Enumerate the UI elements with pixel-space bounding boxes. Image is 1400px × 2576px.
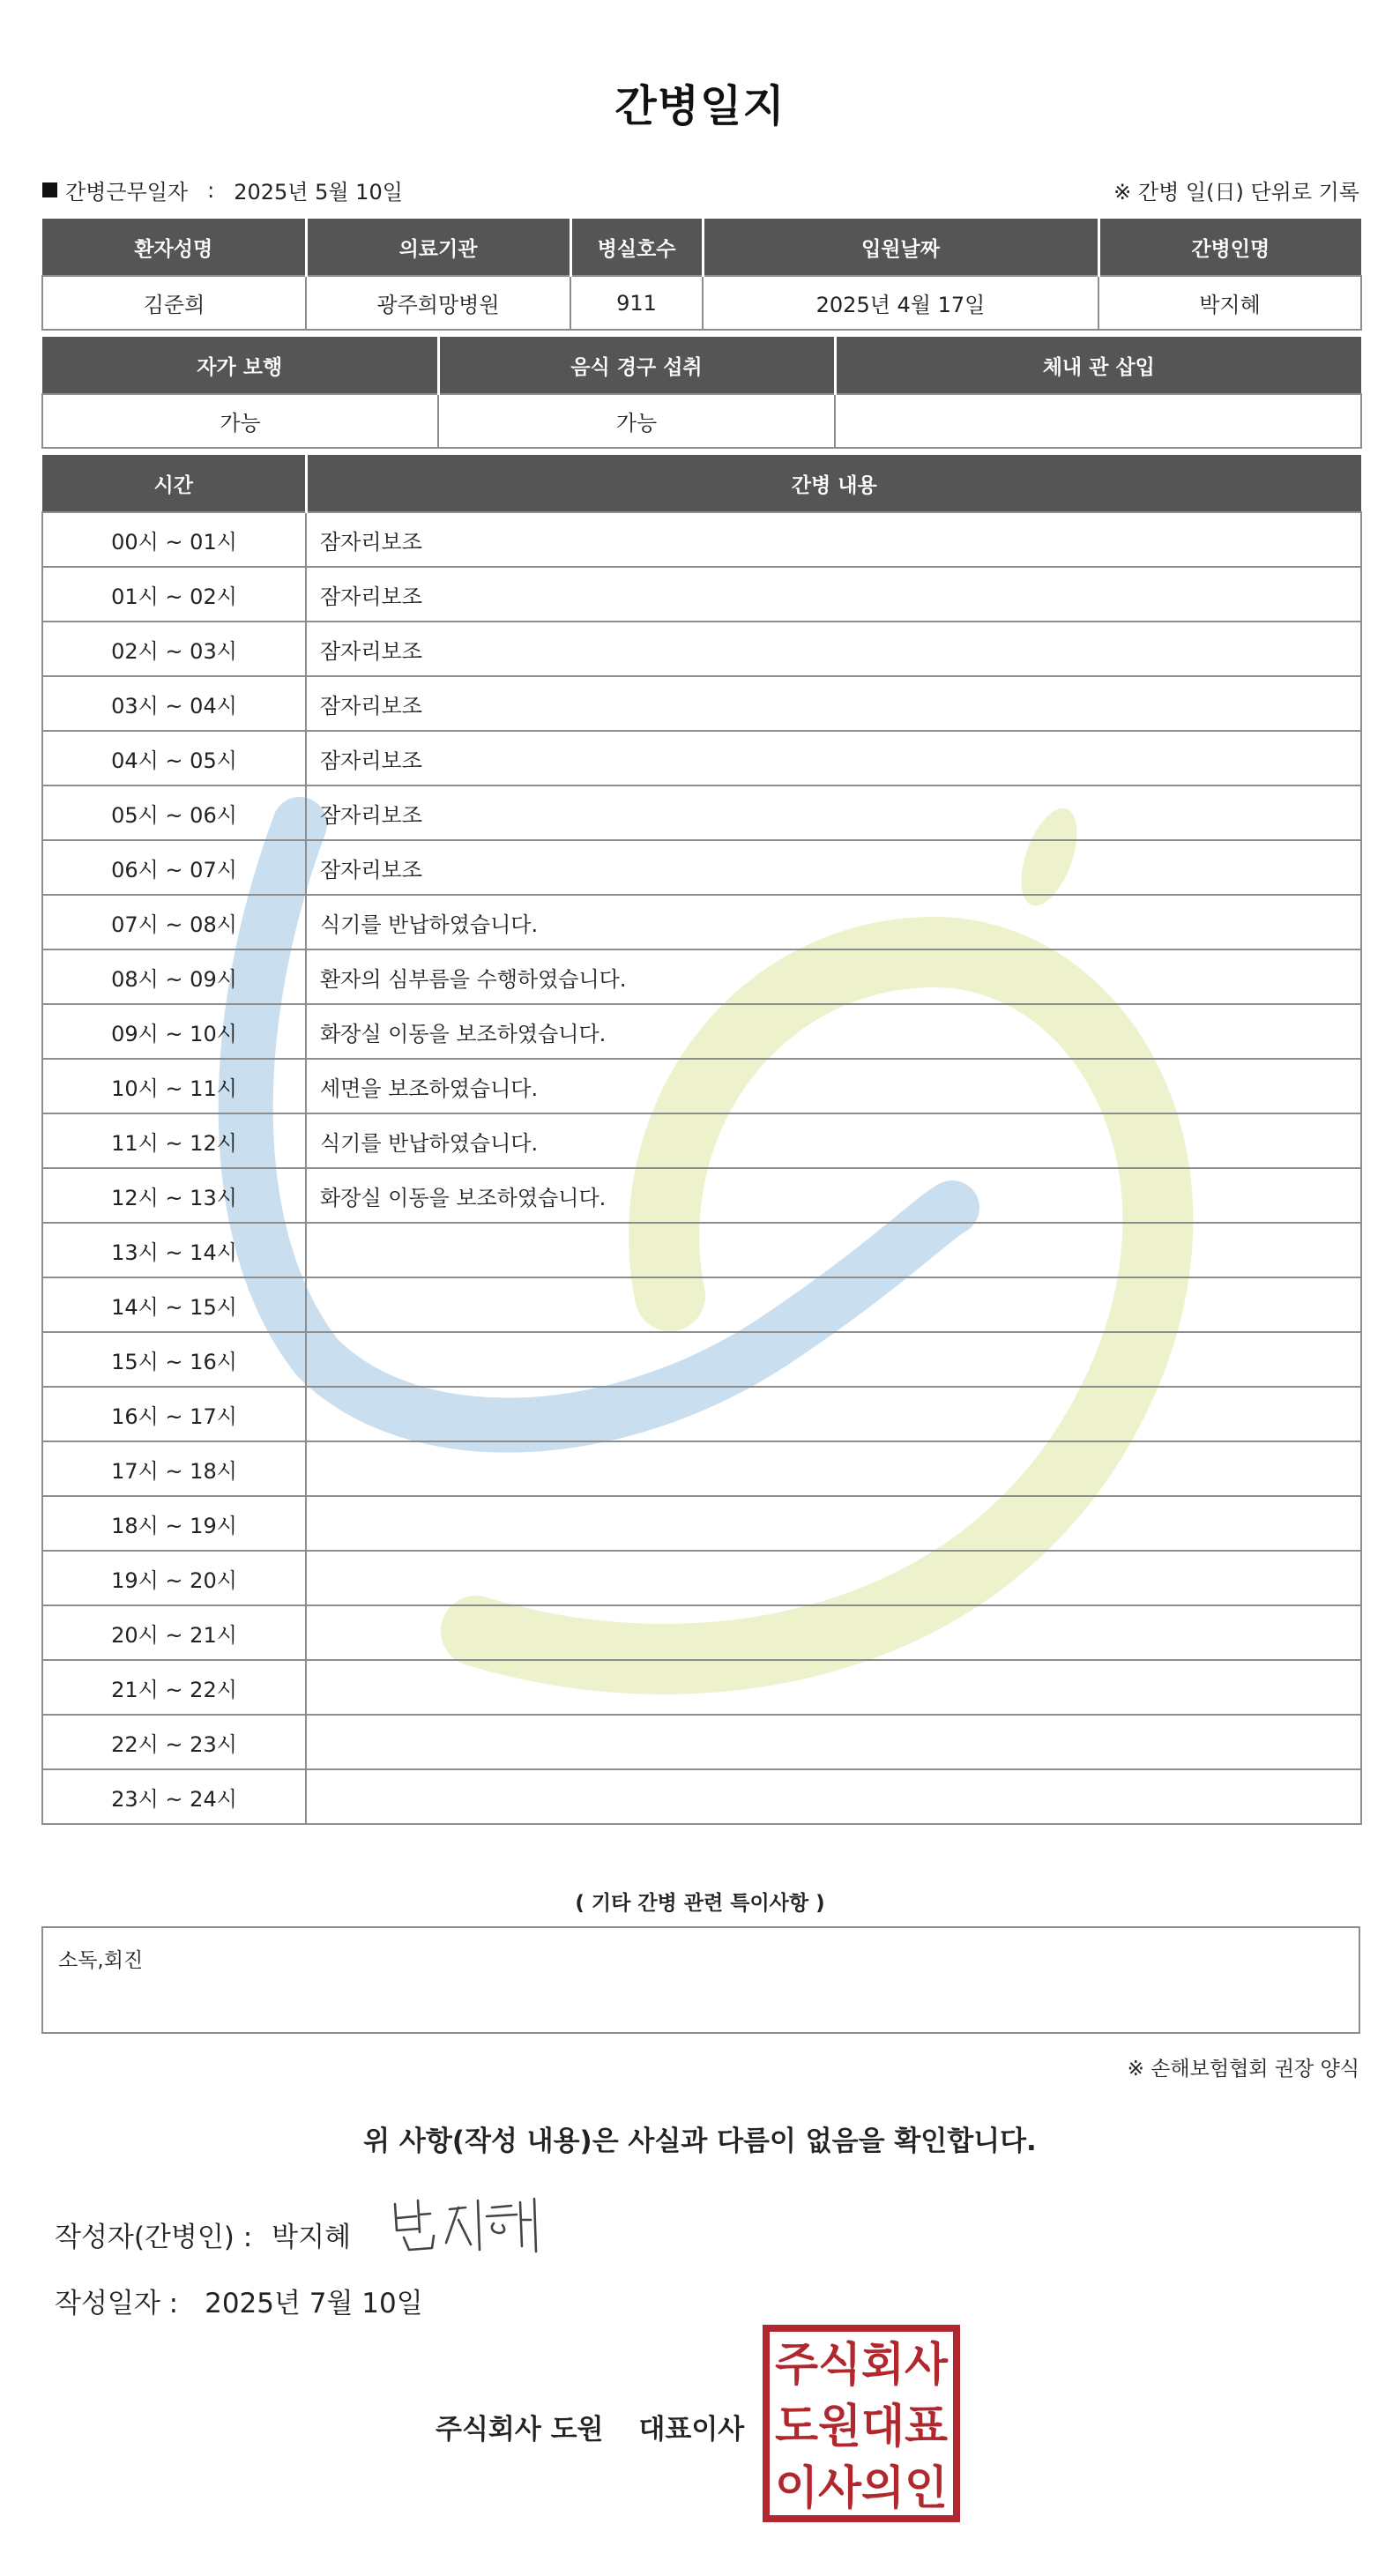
table-row — [42, 1277, 1361, 1332]
time-slot: 08시 ~ 09시 — [42, 949, 306, 1004]
care-content: 식기를 반납하였습니다. — [306, 1113, 1361, 1168]
special-notes-title: ( 기타 간병 관련 특이사항 ) — [575, 1892, 825, 1915]
time-slot: 03시 ~ 04시 — [42, 676, 306, 731]
tube-status — [835, 394, 1361, 448]
ceo-title: 대표이사 — [638, 2414, 745, 2446]
work-date-colon: : — [207, 177, 215, 203]
care-content: 잠자리보조 — [306, 567, 1361, 622]
time-slot: 13시 ~ 14시 — [42, 1223, 306, 1277]
table-row — [42, 1441, 1361, 1496]
header-hospital: 의료기관 — [306, 219, 570, 276]
written-date-line — [55, 2281, 423, 2320]
table-row — [42, 1387, 1361, 1441]
written-date: 2025년 7월 10일 — [205, 2288, 423, 2319]
table-row — [42, 1223, 1361, 1277]
care-content: 화장실 이동을 보조하였습니다. — [306, 1004, 1361, 1059]
care-content: 화장실 이동을 보조하였습니다. — [306, 1168, 1361, 1223]
svg-text:도원대표: 도원대표 — [775, 2401, 948, 2453]
time-slot: 07시 ~ 08시 — [42, 895, 306, 949]
care-content — [306, 1551, 1361, 1605]
svg-text:이사의인: 이사의인 — [775, 2462, 948, 2515]
care-content: 잠자리보조 — [306, 622, 1361, 676]
company-name: 주식회사 도원 — [436, 2414, 604, 2446]
time-slot: 15시 ~ 16시 — [42, 1332, 306, 1387]
care-content — [306, 1715, 1361, 1769]
writer-line — [55, 2215, 351, 2254]
table-row — [42, 1551, 1361, 1605]
care-content — [306, 1332, 1361, 1387]
time-slot: 20시 ~ 21시 — [42, 1605, 306, 1660]
header-care-content: 간병 내용 — [306, 455, 1361, 512]
patient-info-table — [41, 219, 1362, 331]
time-slot: 04시 ~ 05시 — [42, 731, 306, 785]
table-row — [42, 1496, 1361, 1551]
header-oral-intake: 음식 경구 섭취 — [438, 337, 835, 394]
confirm-statement: 위 사항(작성 내용)은 사실과 다름이 없음을 확인합니다. — [363, 2126, 1037, 2157]
table-row — [42, 676, 1361, 731]
care-content — [306, 1496, 1361, 1551]
header-caregiver: 간병인명 — [1098, 219, 1361, 276]
table-row — [42, 840, 1361, 895]
time-slot: 02시 ~ 03시 — [42, 622, 306, 676]
time-slot: 11시 ~ 12시 — [42, 1113, 306, 1168]
table-row — [42, 1059, 1361, 1113]
oral-intake-status: 가능 — [438, 394, 835, 448]
care-content — [306, 1277, 1361, 1332]
table-row — [42, 1769, 1361, 1824]
table-row — [42, 622, 1361, 676]
svg-text:주식회사: 주식회사 — [775, 2339, 949, 2392]
time-slot: 14시 ~ 15시 — [42, 1277, 306, 1332]
hospital-name: 광주희망병원 — [306, 276, 570, 330]
care-content: 식기를 반납하였습니다. — [306, 895, 1361, 949]
patient-name: 김준희 — [42, 276, 306, 330]
care-content — [306, 1223, 1361, 1277]
table-row — [42, 1332, 1361, 1387]
table-row — [42, 785, 1361, 840]
work-date — [42, 175, 403, 205]
header-time: 시간 — [42, 455, 306, 512]
table-row — [42, 567, 1361, 622]
care-content: 잠자리보조 — [306, 731, 1361, 785]
care-content — [306, 1605, 1361, 1660]
table-row — [42, 1004, 1361, 1059]
care-content — [306, 1387, 1361, 1441]
header-admission-date: 입원날짜 — [703, 219, 1098, 276]
care-content: 잠자리보조 — [306, 512, 1361, 567]
writer-name: 박지혜 — [272, 2222, 352, 2253]
time-slot: 06시 ~ 07시 — [42, 840, 306, 895]
time-slot: 22시 ~ 23시 — [42, 1715, 306, 1769]
page-title: 간병일지 — [614, 81, 786, 131]
table-row — [42, 1168, 1361, 1223]
care-content: 세면을 보조하였습니다. — [306, 1059, 1361, 1113]
care-content: 잠자리보조 — [306, 840, 1361, 895]
time-slot: 19시 ~ 20시 — [42, 1551, 306, 1605]
written-date-label: 작성일자 : — [55, 2288, 179, 2319]
patient-status-table — [41, 337, 1362, 449]
walking-status: 가능 — [42, 394, 438, 448]
time-slot: 09시 ~ 10시 — [42, 1004, 306, 1059]
care-content: 환자의 심부름을 수행하였습니다. — [306, 949, 1361, 1004]
care-content: 잠자리보조 — [306, 785, 1361, 840]
time-slot: 16시 ~ 17시 — [42, 1387, 306, 1441]
table-row — [42, 1715, 1361, 1769]
table-row — [42, 949, 1361, 1004]
time-slot: 01시 ~ 02시 — [42, 567, 306, 622]
time-slot: 17시 ~ 18시 — [42, 1441, 306, 1496]
time-slot: 21시 ~ 22시 — [42, 1660, 306, 1715]
table-row — [42, 1605, 1361, 1660]
room-number: 911 — [570, 276, 703, 330]
time-slot: 23시 ~ 24시 — [42, 1769, 306, 1824]
admission-date: 2025년 4월 17일 — [703, 276, 1098, 330]
table-row — [42, 1113, 1361, 1168]
work-date-label: 간병근무일자 — [65, 180, 189, 205]
time-slot: 18시 ~ 19시 — [42, 1496, 306, 1551]
record-note: ※ 간병 일(日) 단위로 기록 — [1113, 180, 1359, 205]
care-content — [306, 1769, 1361, 1824]
bullet-square-icon — [42, 182, 57, 197]
company-seal-stamp — [762, 2324, 961, 2523]
time-slot: 12시 ~ 13시 — [42, 1168, 306, 1223]
time-slot: 10시 ~ 11시 — [42, 1059, 306, 1113]
care-content: 잠자리보조 — [306, 676, 1361, 731]
special-notes-box: 소독,회진 — [41, 1926, 1360, 2034]
care-content — [306, 1660, 1361, 1715]
header-walking: 자가 보행 — [42, 337, 438, 394]
time-slot: 00시 ~ 01시 — [42, 512, 306, 567]
table-row — [42, 1660, 1361, 1715]
table-row — [42, 895, 1361, 949]
header-room: 병실호수 — [570, 219, 703, 276]
work-date-value: 2025년 5월 10일 — [234, 180, 403, 205]
table-row — [42, 512, 1361, 567]
header-tube: 체내 관 삽입 — [835, 337, 1361, 394]
time-slot: 05시 ~ 06시 — [42, 785, 306, 840]
insurance-note: ※ 손해보험협회 권장 양식 — [1127, 2058, 1359, 2081]
handwritten-signature — [388, 2193, 547, 2255]
writer-label: 작성자(간병인) : — [55, 2222, 253, 2253]
caregiver-name: 박지혜 — [1098, 276, 1361, 330]
care-log-table — [41, 455, 1362, 1825]
company-line — [436, 2407, 744, 2446]
header-patient-name: 환자성명 — [42, 219, 306, 276]
table-row — [42, 731, 1361, 785]
care-content — [306, 1441, 1361, 1496]
